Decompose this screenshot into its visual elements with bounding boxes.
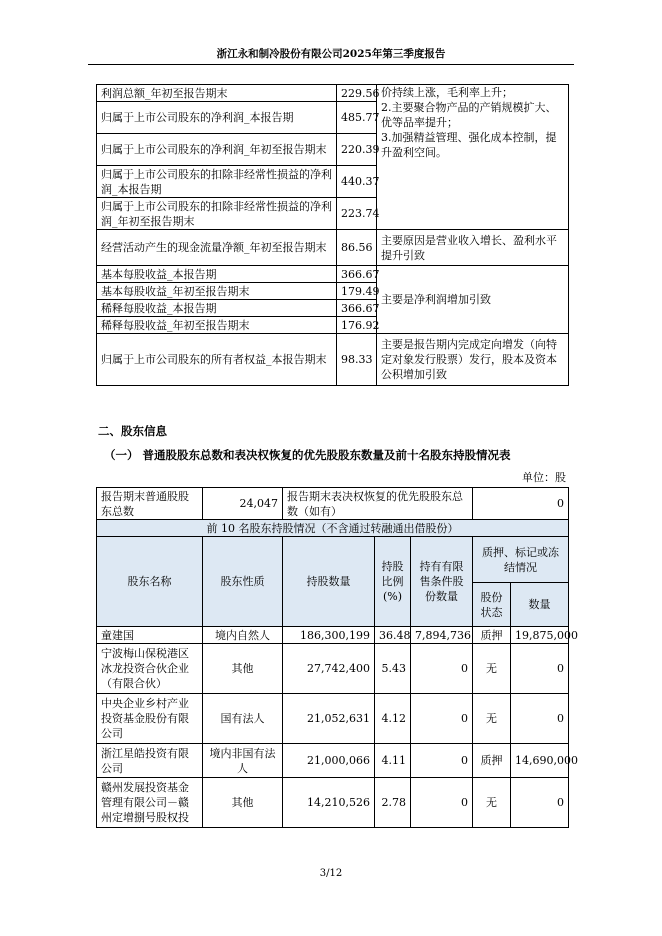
holder-amount: 19,875,000 — [511, 627, 569, 644]
holder-qty: 21,052,631 — [283, 694, 375, 744]
holder-name: 浙江星皓投资有限公司 — [97, 744, 203, 778]
row-label: 归属于上市公司股东的扣除非经常性损益的净利润_年初至报告期末 — [97, 198, 337, 230]
table-row — [97, 694, 569, 744]
col-header-status: 股份状态 — [473, 583, 511, 627]
holder-restricted: 0 — [411, 644, 473, 694]
holder-name: 宁波梅山保税港区冰龙投资合伙企业（有限合伙） — [97, 644, 203, 694]
row-value: 98.33 — [337, 334, 377, 386]
holder-status: 无 — [473, 778, 511, 828]
col-header-qty: 持股数量 — [283, 537, 375, 627]
holder-qty: 186,300,199 — [283, 627, 375, 644]
holder-nature: 其他 — [203, 778, 283, 828]
row-label: 稀释每股收益_本报告期 — [97, 300, 337, 317]
holder-amount: 0 — [511, 694, 569, 744]
page-header: 浙江永和制冷股份有限公司2025年第三季度报告 — [88, 44, 574, 65]
holder-ratio: 4.11 — [375, 744, 411, 778]
col-header-name: 股东名称 — [97, 537, 203, 627]
holder-amount: 14,690,000 — [511, 744, 569, 778]
holder-restricted: 0 — [411, 778, 473, 828]
total-holders-label: 报告期末普通股股东总数 — [97, 488, 203, 520]
holder-ratio: 36.48 — [375, 627, 411, 644]
row-label: 稀释每股收益_年初至报告期末 — [97, 317, 337, 334]
holder-qty: 14,210,526 — [283, 778, 375, 828]
holder-ratio: 4.12 — [375, 694, 411, 744]
col-header-pledge: 质押、标记或冻结情况 — [473, 537, 569, 583]
reason-cell: 价持续上涨，毛利率上升； 2.主要聚合物产品的产销规模扩大、优等品率提升； 3.加强精益管理、强化成本控制，提升盈利空间。 — [377, 85, 569, 230]
table-header-row — [97, 537, 569, 583]
table-row — [97, 744, 569, 778]
holder-amount: 0 — [511, 644, 569, 694]
row-value: 366.67 — [337, 266, 377, 283]
holder-restricted: 7,894,736 — [411, 627, 473, 644]
col-header-restricted: 持有有限售条件股份数量 — [411, 537, 473, 627]
table-row — [97, 266, 569, 283]
holder-ratio: 5.43 — [375, 644, 411, 694]
row-value: 366.67 — [337, 300, 377, 317]
row-value: 176.92 — [337, 317, 377, 334]
holder-restricted: 0 — [411, 744, 473, 778]
holder-nature: 国有法人 — [203, 694, 283, 744]
row-label: 经营活动产生的现金流量净额_年初至报告期末 — [97, 230, 337, 266]
preferred-holders-value: 0 — [473, 488, 569, 520]
row-value: 220.39 — [337, 134, 377, 166]
row-label: 基本每股收益_年初至报告期末 — [97, 283, 337, 300]
holder-qty: 27,742,400 — [283, 644, 375, 694]
row-label: 利润总额_年初至报告期末 — [97, 85, 337, 102]
reason-cell: 主要是报告期内完成定向增发（向特定对象发行股票）发行，股本及资本公积增加引致 — [377, 334, 569, 386]
table-row — [97, 520, 569, 537]
table-row — [97, 488, 569, 520]
reason-cell: 主要原因是营业收入增长、盈利水平提升引致 — [377, 230, 569, 266]
table-row — [97, 85, 569, 102]
col-header-amount: 数量 — [511, 583, 569, 627]
row-value: 223.74 — [337, 198, 377, 230]
table-row — [97, 627, 569, 644]
row-value: 86.56 — [337, 230, 377, 266]
table-row — [97, 778, 569, 828]
top10-title: 前 10 名股东持股情况（不含通过转融通出借股份） — [97, 520, 569, 537]
table-row — [97, 334, 569, 386]
row-value: 229.56 — [337, 85, 377, 102]
total-holders-value: 24,047 — [203, 488, 283, 520]
unit-label: 单位：股 — [522, 471, 566, 484]
reason-cell: 主要是净利润增加引致 — [377, 266, 569, 334]
holder-name: 中央企业乡村产业投资基金股份有限公司 — [97, 694, 203, 744]
holder-status: 质押 — [473, 744, 511, 778]
row-value: 440.37 — [337, 166, 377, 198]
subsection-title: （一） 普通股股东总数和表决权恢复的优先股股东数量及前十名股东持股情况表 — [104, 448, 511, 462]
holder-name: 赣州发展投资基金管理有限公司－赣州定增捌号股权投 — [97, 778, 203, 828]
holder-qty: 21,000,066 — [283, 744, 375, 778]
page-number: 3/12 — [319, 868, 343, 879]
row-value: 179.49 — [337, 283, 377, 300]
holder-status: 无 — [473, 644, 511, 694]
holder-amount: 0 — [511, 778, 569, 828]
row-label: 归属于上市公司股东的净利润_本报告期 — [97, 102, 337, 134]
holder-status: 质押 — [473, 627, 511, 644]
table-row — [97, 644, 569, 694]
row-label: 归属于上市公司股东的所有者权益_本报告期末 — [97, 334, 337, 386]
holder-restricted: 0 — [411, 694, 473, 744]
preferred-holders-label: 报告期末表决权恢复的优先股股东总数（如有） — [283, 488, 473, 520]
holder-status: 无 — [473, 694, 511, 744]
holder-nature: 其他 — [203, 644, 283, 694]
holder-nature: 境内非国有法人 — [203, 744, 283, 778]
row-value: 485.77 — [337, 102, 377, 134]
row-label: 归属于上市公司股东的扣除非经常性损益的净利润_本报告期 — [97, 166, 337, 198]
row-label: 归属于上市公司股东的净利润_年初至报告期末 — [97, 134, 337, 166]
holder-ratio: 2.78 — [375, 778, 411, 828]
holder-name: 童建国 — [97, 627, 203, 644]
col-header-ratio: 持股比例(%) — [375, 537, 411, 627]
change-reason-table — [96, 84, 569, 386]
shareholder-table — [96, 487, 578, 828]
section-title: 二、股东信息 — [98, 424, 167, 438]
col-header-nature: 股东性质 — [203, 537, 283, 627]
row-label: 基本每股收益_本报告期 — [97, 266, 337, 283]
holder-nature: 境内自然人 — [203, 627, 283, 644]
table-row — [97, 230, 569, 266]
